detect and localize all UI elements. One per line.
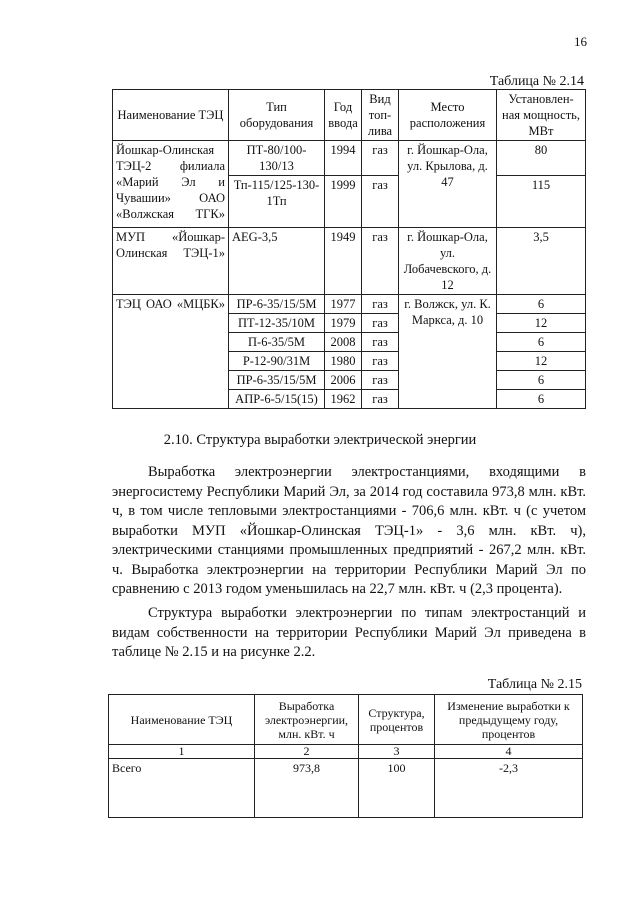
equipment-type: П-6-35/5М xyxy=(229,333,325,352)
plant-location: г. Йошкар-Ола, ул. Крылова, д. 47 xyxy=(399,141,497,228)
equipment-type: AEG-3,5 xyxy=(229,228,325,295)
header-equipment-type: Тип оборудования xyxy=(229,90,325,141)
table-row xyxy=(113,228,586,295)
column-number: 3 xyxy=(359,745,435,759)
capacity: 6 xyxy=(497,390,586,409)
table-2-15 xyxy=(108,694,583,818)
year: 2008 xyxy=(325,333,362,352)
column-number-row xyxy=(109,745,583,759)
row-name: Всего xyxy=(109,759,255,818)
fuel: газ xyxy=(362,141,399,176)
plant-location: г. Йошкар-Ола, ул. Лобачевского, д. 12 xyxy=(399,228,497,295)
equipment-type: АПР-6-5/15(15) xyxy=(229,390,325,409)
paragraph: Структура выработки электроэнергии по типам электростанций и видам собственности на территории Республики Марий Эл приведена в таблице № 2.15 и на рисунке 2.2. xyxy=(112,605,586,660)
year: 1962 xyxy=(325,390,362,409)
fuel: газ xyxy=(362,352,399,371)
year: 1999 xyxy=(325,176,362,228)
header-location: Место расположения xyxy=(399,90,497,141)
plant-location: г. Волжск, ул. К. Маркса, д. 10 xyxy=(399,295,497,409)
structure-value: 100 xyxy=(359,759,435,818)
year: 1980 xyxy=(325,352,362,371)
table-2-14 xyxy=(112,89,586,409)
header-fuel: Вид топ-лива xyxy=(362,90,399,141)
table-row xyxy=(113,141,586,176)
fuel: газ xyxy=(362,314,399,333)
capacity: 80 xyxy=(497,141,586,176)
header-production: Выработка электроэнергии, млн. кВт. ч xyxy=(255,695,359,745)
equipment-type: ПР-6-35/15/5М xyxy=(229,295,325,314)
header-name: Наименование ТЭЦ xyxy=(109,695,255,745)
year: 1977 xyxy=(325,295,362,314)
table-2-14-caption: Таблица № 2.14 xyxy=(489,74,584,89)
column-number: 1 xyxy=(109,745,255,759)
capacity: 12 xyxy=(497,352,586,371)
plant-name: МУП «Йошкар-Олинская ТЭЦ-1» xyxy=(113,228,229,295)
capacity: 6 xyxy=(497,295,586,314)
column-number: 2 xyxy=(255,745,359,759)
header-capacity: Установлен-ная мощность, МВт xyxy=(497,90,586,141)
equipment-type: ПТ-80/100-130/13 xyxy=(229,141,325,176)
table-row xyxy=(113,295,586,314)
header-name: Наименование ТЭЦ xyxy=(113,90,229,141)
fuel: газ xyxy=(362,390,399,409)
fuel: газ xyxy=(362,176,399,228)
table-header-row xyxy=(113,90,586,141)
capacity: 6 xyxy=(497,333,586,352)
fuel: газ xyxy=(362,295,399,314)
fuel: газ xyxy=(362,228,399,295)
equipment-type: Тп-115/125-130-1Тп xyxy=(229,176,325,228)
production-value: 973,8 xyxy=(255,759,359,818)
header-structure: Структура, процентов xyxy=(359,695,435,745)
year: 1949 xyxy=(325,228,362,295)
plant-name: ТЭЦ ОАО «МЦБК» xyxy=(113,295,229,409)
column-number: 4 xyxy=(435,745,583,759)
change-value: -2,3 xyxy=(435,759,583,818)
section-heading: 2.10. Структура выработки электрической энергии xyxy=(163,432,477,448)
fuel: газ xyxy=(362,333,399,352)
capacity: 6 xyxy=(497,371,586,390)
capacity: 12 xyxy=(497,314,586,333)
header-year: Год ввода xyxy=(325,90,362,141)
year: 1994 xyxy=(325,141,362,176)
capacity: 115 xyxy=(497,176,586,228)
capacity: 3,5 xyxy=(497,228,586,295)
table-header-row xyxy=(109,695,583,745)
year: 2006 xyxy=(325,371,362,390)
table-2-15-caption: Таблица № 2.15 xyxy=(487,677,582,692)
equipment-type: ПТ-12-35/10М xyxy=(229,314,325,333)
table-row xyxy=(109,759,583,818)
year: 1979 xyxy=(325,314,362,333)
plant-name: Йошкар-Олинская ТЭЦ-2 филиала «Марий Эл и Чувашии» ОАО «Волжская ТГК» xyxy=(113,141,229,228)
paragraph: Выработка электроэнергии электростанциями, входящими в энергосистему Республики Марий Эл, за 2014 год составила 973,8 млн. кВт. ч, в том числе тепловыми электростанциями - 706,6 млн. кВт. ч (с учетом выработки МУП «Йошкар-Олинская ТЭЦ-1» - 3,6 млн. кВт. ч), электрическими станциями промышленных предприятий - 267,2 млн. кВт. ч. Выработка электроэнергии на территории Республики Марий Эл по сравнению с 2013 годом уменьшилась на 22,7 млн. кВт. ч (2,3 процента). xyxy=(112,464,586,597)
header-change: Изменение выработки к предыдущему году, процентов xyxy=(435,695,583,745)
equipment-type: ПР-6-35/15/5М xyxy=(229,371,325,390)
fuel: газ xyxy=(362,371,399,390)
equipment-type: Р-12-90/31М xyxy=(229,352,325,371)
page-number: 16 xyxy=(574,34,587,49)
